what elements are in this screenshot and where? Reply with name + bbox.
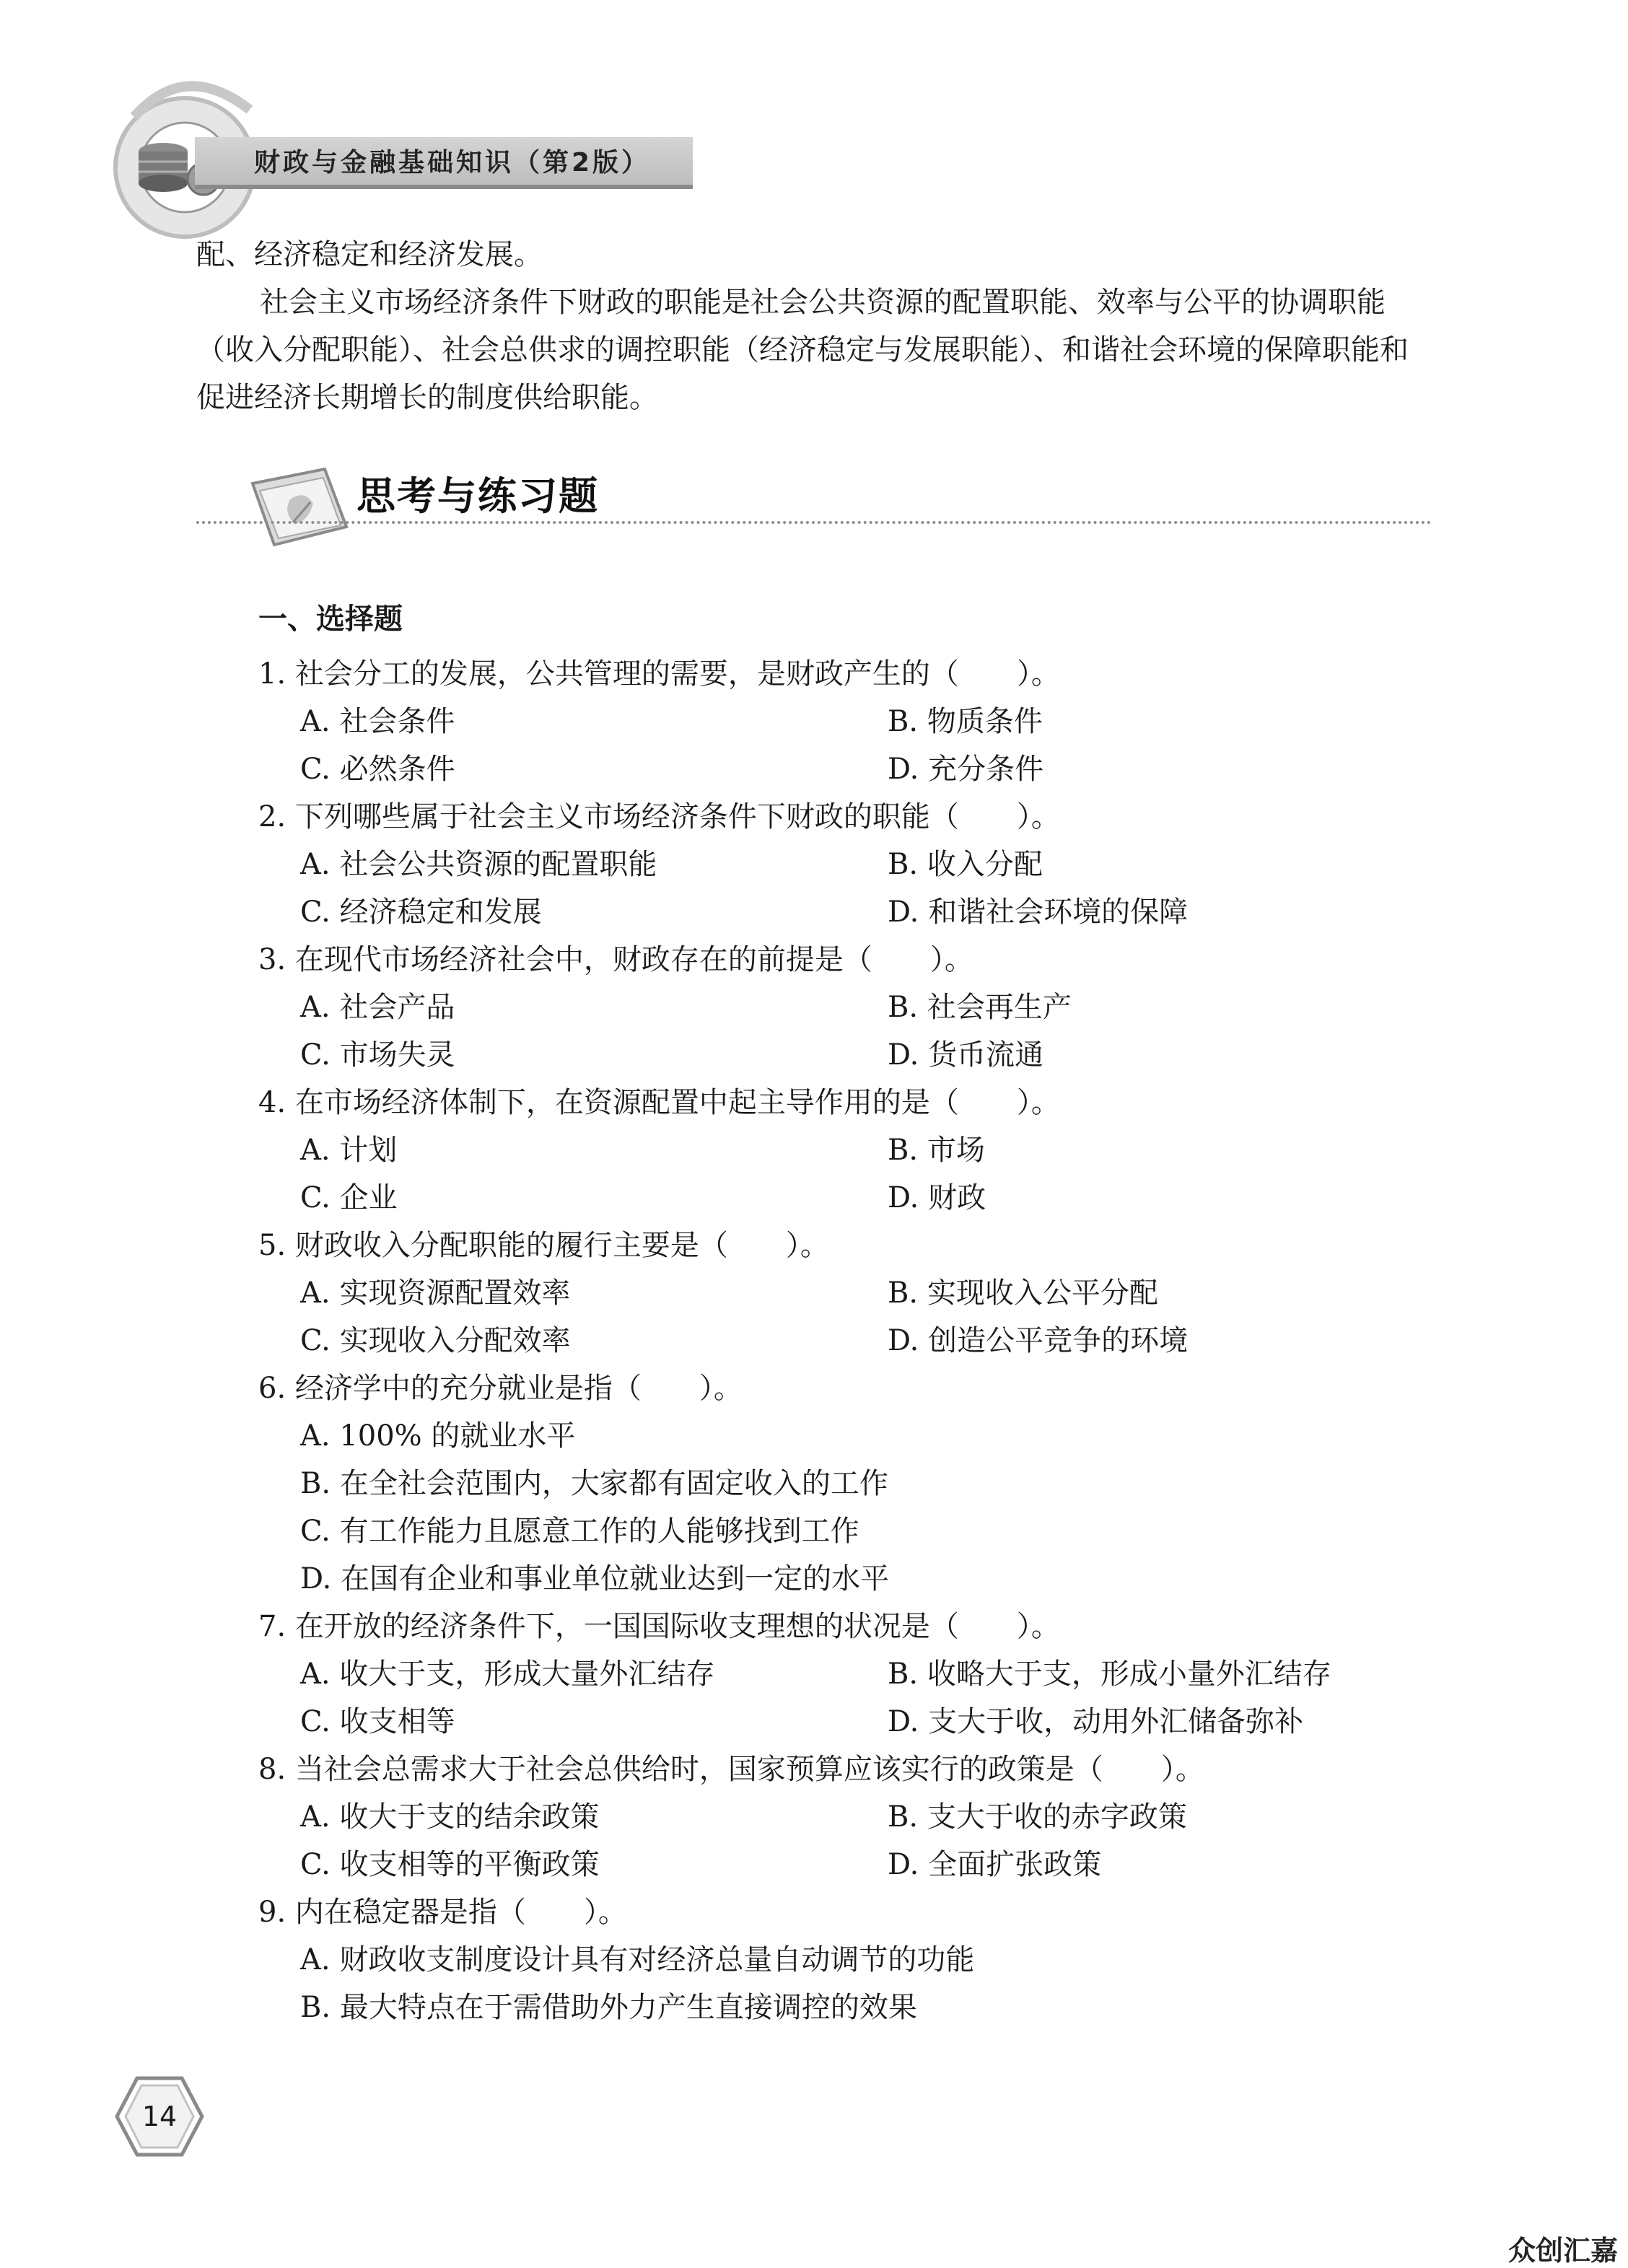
- option: C. 收支相等的平衡政策: [300, 1848, 600, 1881]
- option: D. 在国有企业和事业单位就业达到一定的水平: [300, 1562, 890, 1595]
- option: B. 最大特点在于需借助外力产生直接调控的效果: [300, 1991, 917, 2024]
- section-title: 思考与练习题: [356, 473, 599, 519]
- question-stem: 2. 下列哪些属于社会主义市场经济条件下财政的职能（ ）。: [258, 800, 1060, 833]
- option: A. 财政收支制度设计具有对经济总量自动调节的功能: [300, 1943, 975, 1976]
- option: A. 社会产品: [300, 991, 455, 1024]
- page-number: 14: [141, 2101, 178, 2132]
- option: D. 支大于收，动用外汇储备弥补: [888, 1705, 1304, 1738]
- option: B. 实现收入公平分配: [888, 1277, 1158, 1310]
- option: D. 创造公平竞争的环境: [888, 1324, 1189, 1357]
- option: B. 市场: [888, 1134, 985, 1167]
- option: D. 货币流通: [888, 1038, 1044, 1072]
- question-stem: 8. 当社会总需求大于社会总供给时，国家预算应该实行的政策是（ ）。: [258, 1753, 1204, 1786]
- option: B. 支大于收的赤字政策: [888, 1800, 1187, 1834]
- option: C. 有工作能力且愿意工作的人能够找到工作: [300, 1515, 859, 1548]
- question-stem: 5. 财政收入分配职能的履行主要是（ ）。: [258, 1229, 829, 1262]
- question-stem: 6. 经济学中的充分就业是指（ ）。: [258, 1372, 743, 1405]
- question-stem: 7. 在开放的经济条件下，一国国际收支理想的状况是（ ）。: [258, 1610, 1060, 1643]
- dotted-divider: [196, 521, 1432, 524]
- option: A. 计划: [300, 1134, 398, 1167]
- option: B. 物质条件: [888, 705, 1043, 738]
- option: A. 收大于支，形成大量外汇结存: [300, 1658, 715, 1691]
- question-stem: 9. 内在稳定器是指（ ）。: [258, 1896, 627, 1929]
- option: A. 100% 的就业水平: [300, 1419, 576, 1453]
- option: C. 企业: [300, 1181, 398, 1214]
- option: B. 收略大于支，形成小量外汇结存: [888, 1658, 1331, 1691]
- question-stem: 3. 在现代市场经济社会中，财政存在的前提是（ ）。: [258, 943, 973, 976]
- option: C. 经济稳定和发展: [300, 896, 542, 929]
- leaf-folder-icon: [238, 462, 361, 556]
- option: A. 收大于支的结余政策: [300, 1800, 600, 1834]
- option: B. 社会再生产: [888, 991, 1072, 1024]
- option: C. 实现收入分配效率: [300, 1324, 571, 1357]
- option: D. 充分条件: [888, 753, 1044, 786]
- option: B. 收入分配: [888, 848, 1043, 881]
- question-stem: 4. 在市场经济体制下，在资源配置中起主导作用的是（ ）。: [258, 1086, 1060, 1119]
- intro-line: 配、经济稳定和经济发展。: [196, 238, 543, 271]
- watermark: 众创汇嘉: [1508, 2235, 1619, 2267]
- option: C. 市场失灵: [300, 1038, 455, 1072]
- option: A. 社会公共资源的配置职能: [300, 848, 657, 881]
- option: D. 全面扩张政策: [888, 1848, 1102, 1881]
- option: C. 必然条件: [300, 753, 455, 786]
- intro-paragraph: 社会主义市场经济条件下财政的职能是社会公共资源的配置职能、效率与公平的协调职能（收入分配职能）、社会总供求的调控职能（经济稳定与发展职能）、和谐社会环境的保障职能和促进经济长期增长的制度供给职能。: [196, 286, 1409, 414]
- book-title: 财政与金融基础知识（第2版）: [254, 148, 651, 178]
- option: D. 财政: [888, 1181, 986, 1214]
- option: B. 在全社会范围内，大家都有固定收入的工作: [300, 1467, 888, 1500]
- option: A. 实现资源配置效率: [300, 1277, 571, 1310]
- subsection-heading: 一、选择题: [258, 603, 403, 636]
- option: A. 社会条件: [300, 705, 455, 738]
- question-stem: 1. 社会分工的发展，公共管理的需要，是财政产生的（ ）。: [258, 657, 1060, 691]
- option: D. 和谐社会环境的保障: [888, 896, 1189, 929]
- option: C. 收支相等: [300, 1705, 455, 1738]
